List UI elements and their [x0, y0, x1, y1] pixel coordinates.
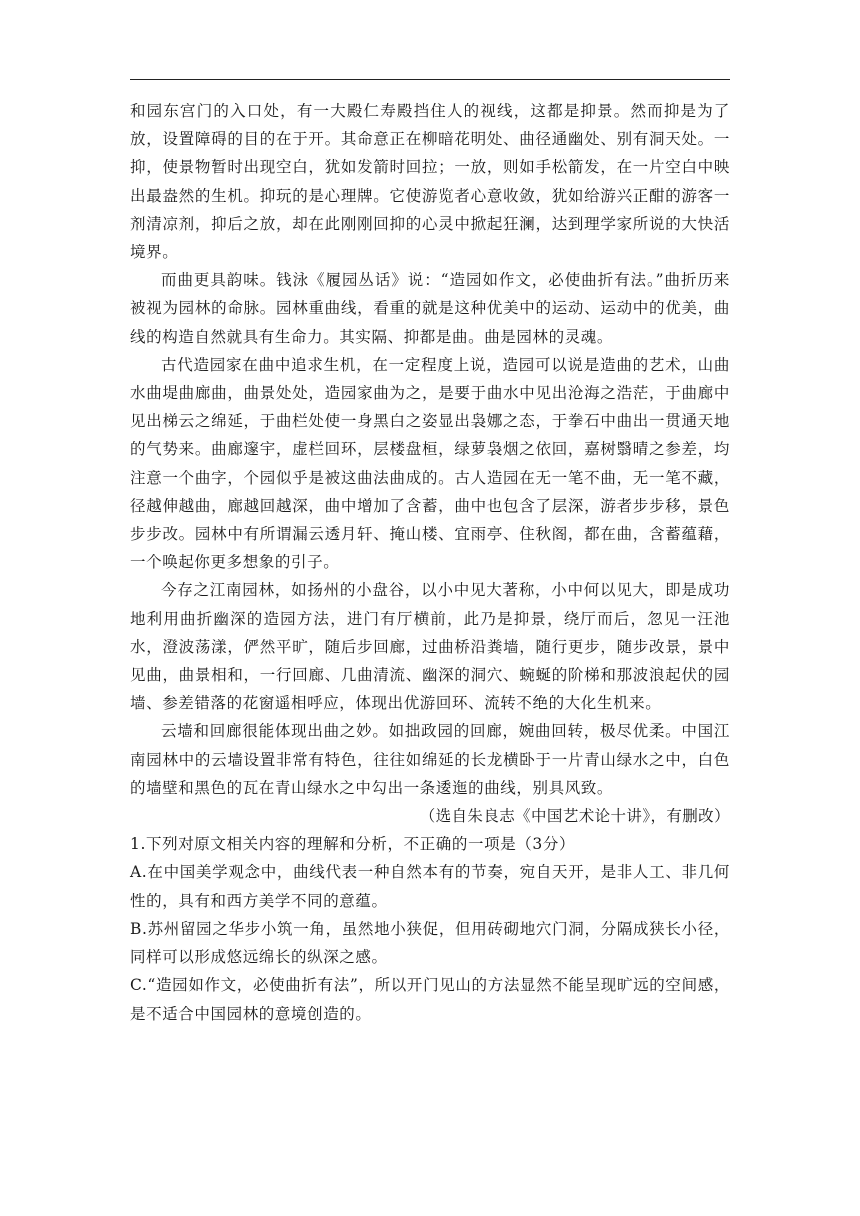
- passage-paragraph: 云墙和回廊很能体现出曲之妙。如拙政园的回廊，婉曲回转，极尽优柔。中国江南园林中的云墙设置非常有特色，往往如绵延的长龙横卧于一片青山绿水之中，白色的墙壁和黑色的瓦在青山绿水之中勾出一条逶迤的曲线，别具风致。: [130, 722, 730, 797]
- header-rule: [130, 79, 730, 80]
- passage-paragraph: 和园东宫门的入口处，有一大殿仁寿殿挡住人的视线，这都是抑景。然而抑是为了放，设置障碍的目的在于开。其命意正在柳暗花明处、曲径通幽处、别有洞天处。一抑，使景物暂时出现空白，犹如发箭时回拉；一放，则如手松箭发，在一片空白中映出最盎然的生机。抑玩的是心理牌。它使游览者心意收敛，犹如给游兴正酣的游客一剂清凉剂，抑后之放，却在此刚刚回抑的心灵中掀起狂澜，达到理学家所说的大快活境界。: [130, 102, 730, 262]
- question-option-a: A.在中国美学观念中，曲线代表一种自然本有的节奏，宛自天开，是非人工、非几何性的，具有和西方美学不同的意蕴。: [130, 863, 730, 910]
- passage-paragraph: 古代造园家在曲中追求生机，在一定程度上说，造园可以说是造曲的艺术，山曲水曲堤曲廊曲，曲景处处，造园家曲为之，是要于曲水中见出沧海之浩茫，于曲廊中见出梯云之绵延，于曲栏处使一身黑白之姿显出袅娜之态，于拳石中曲出一贯通天地的气势来。曲廊邃宇，虚栏回环，层楼盘桓，绿萝袅烟之依回，嘉树翳晴之参差，均注意一个曲字，个园似乎是被这曲法曲成的。古人造园在无一笔不曲，无一笔不藏，径越伸越曲，廊越回越深，曲中增加了含蓄，曲中也包含了层深，游者步步移，景色步步改。园林中有所谓漏云透月轩、掩山楼、宜雨亭、住秋阁，都在曲，含蓄蕴藉，一个唤起你更多想象的引子。: [130, 355, 730, 572]
- question-1: [130, 830, 730, 1027]
- document-page: [130, 0, 730, 1216]
- passage-source: （选自朱良志《中国艺术论十讲》，有删改）: [419, 807, 730, 826]
- passage-body: [130, 97, 730, 1028]
- question-option-c: C.“造园如作文，必使曲折有法”，所以开门见山的方法显然不能呈现旷远的空间感，是不适合中国园林的意境创造的。: [130, 976, 730, 1023]
- question-option-b: B.苏州留园之华步小筑一角，虽然地小狭促，但用砖砌地穴门洞，分隔成狭长小径，同样可以形成悠远绵长的纵深之感。: [130, 919, 730, 967]
- passage-paragraph: 今存之江南园林，如扬州的小盘谷，以小中见大著称，小中何以见大，即是成功地利用曲折幽深的造园方法，进门有厅横前，此乃是抑景，绕厅而后，忽见一汪池水，澄波荡漾，俨然平旷，随后步回廊，过曲桥沿粪墙，随行更步，随步改景，景中见曲，曲景相和，一行回廊、几曲清流、幽深的洞穴、蜿蜒的阶梯和那波浪起伏的园墙、参差错落的花窗遥相呼应，体现出优游回环、流转不绝的大化生机来。: [130, 581, 730, 713]
- passage-paragraph: 而曲更具韵味。钱泳《履园丛话》说：“造园如作文，必使曲折有法。”曲折历来被视为园林的命脉。园林重曲线，看重的就是这种优美中的运动、运动中的优美，曲线的构造自然就具有生命力。其实隔、抑都是曲。曲是园林的灵魂。: [130, 271, 730, 346]
- question-stem: 1.下列对原文相关内容的理解和分析，不正确的一项是（3分）: [130, 835, 576, 854]
